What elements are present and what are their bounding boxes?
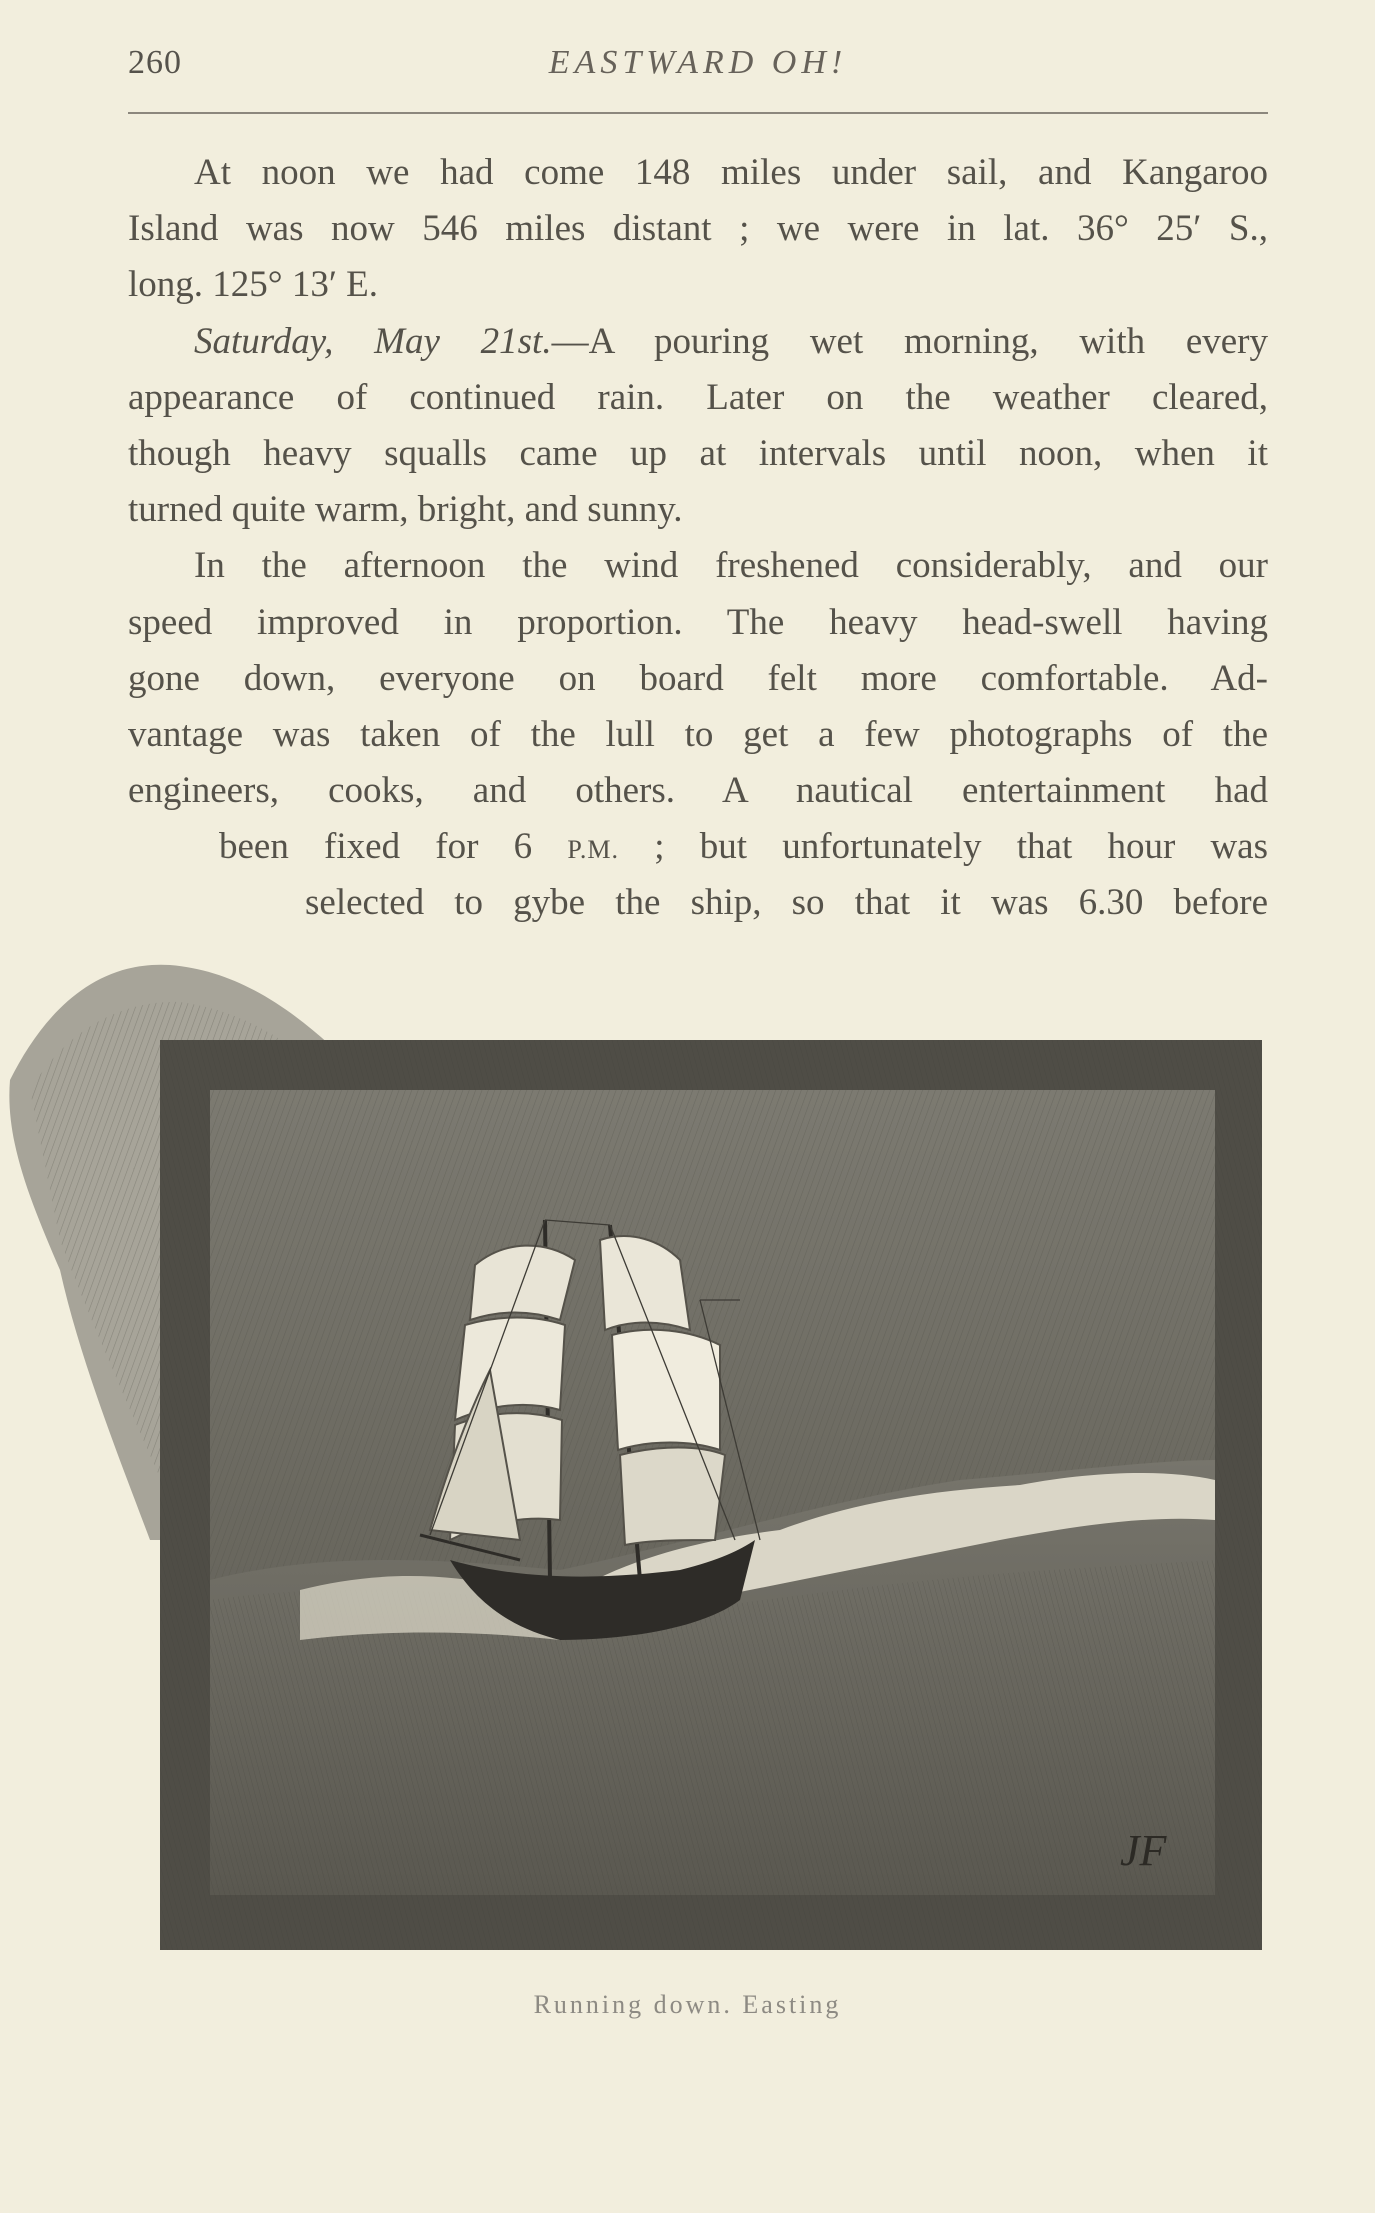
- text-line: At noon we had come 148 miles under sail, and Kangaroo: [194, 152, 1268, 193]
- text-line: selected to gybe the ship, so that it was 6.30 before: [305, 882, 1268, 924]
- illustration-caption: Running down. Easting: [533, 1990, 842, 2019]
- time-abbrev: P.M.: [567, 835, 620, 865]
- header-rule: [128, 112, 1268, 114]
- date-heading: Saturday, May 21st.: [194, 320, 552, 362]
- artist-monogram: JF: [1120, 1826, 1167, 1875]
- text-line: engineers, cooks, and others. A nautical entertainment had: [128, 770, 1268, 812]
- text-line: In the afternoon the wind freshened considerably, and our: [194, 545, 1268, 587]
- text-line: Island was now 546 miles distant ; we were in lat. 36° 25′ S.,: [128, 208, 1268, 250]
- ship-engraving: [0, 940, 1375, 1970]
- text-line: [128, 314, 1268, 370]
- text-run: been fixed for 6: [219, 826, 568, 868]
- text-line: [128, 819, 1268, 875]
- text-line: turned quite warm, bright, and sunny.: [128, 489, 683, 531]
- text-line: long. 125° 13′ E.: [128, 264, 379, 306]
- page-header: [128, 44, 1268, 94]
- running-head: EASTWARD OH!: [548, 44, 848, 81]
- text-line: appearance of continued rain. Later on the weather cleared,: [128, 376, 1268, 418]
- text-line: vantage was taken of the lull to get a few photographs of the: [128, 713, 1268, 755]
- text-run: —A pouring wet morning, with every: [551, 320, 1269, 362]
- page-number: 260: [128, 44, 182, 81]
- text-line: though heavy squalls came up at intervals until noon, when it: [128, 432, 1268, 474]
- text-line: gone down, everyone on board felt more comfortable. Ad-: [128, 657, 1268, 699]
- body-text: [128, 145, 1268, 932]
- text-line: speed improved in proportion. The heavy head-swell having: [128, 601, 1268, 643]
- text-run: ; but unfortunately that hour was: [619, 826, 1269, 868]
